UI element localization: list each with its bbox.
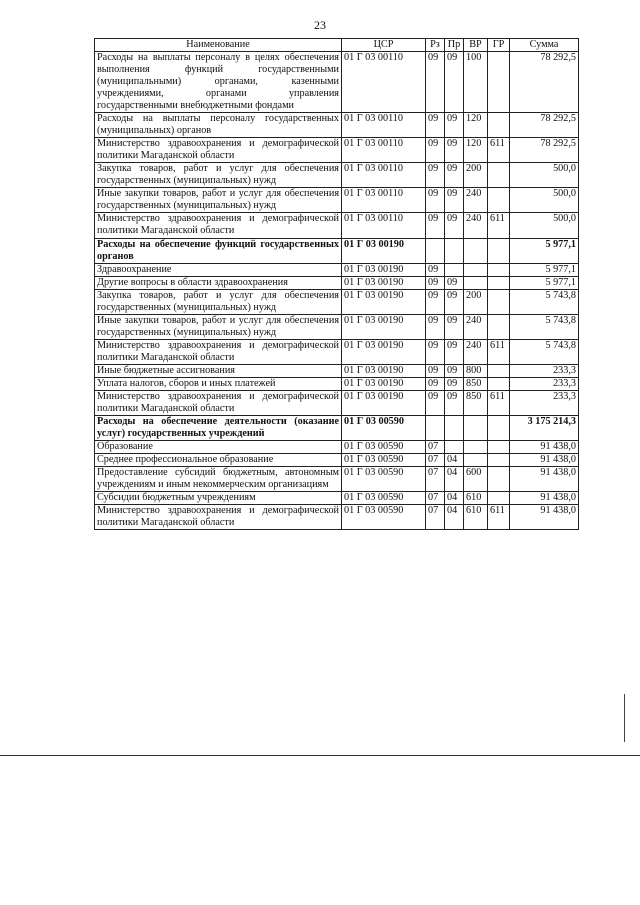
row-rz-cell: 07 [426, 505, 445, 530]
row-csr-cell: 01 Г 03 00110 [342, 188, 426, 213]
table-row [95, 289, 579, 314]
row-sum-cell: 500,0 [510, 213, 579, 238]
row-sum-cell: 91 438,0 [510, 441, 579, 454]
row-vr-cell [464, 276, 488, 289]
row-gr-cell: 611 [488, 505, 510, 530]
row-sum-cell: 78 292,5 [510, 52, 579, 113]
row-csr-cell: 01 Г 03 00190 [342, 314, 426, 339]
row-rz-cell: 09 [426, 213, 445, 238]
row-name-cell: Среднее профессиональное образование [95, 454, 342, 467]
row-sum-cell: 91 438,0 [510, 467, 579, 492]
row-sum-cell: 91 438,0 [510, 492, 579, 505]
table-row [95, 263, 579, 276]
table-row [95, 415, 579, 440]
row-name-cell: Субсидии бюджетным учреждениям [95, 492, 342, 505]
table-row [95, 138, 579, 163]
row-csr-cell: 01 Г 03 00110 [342, 213, 426, 238]
row-vr-cell [464, 415, 488, 440]
header-csr: ЦСР [342, 39, 426, 52]
row-pr-cell: 09 [445, 289, 464, 314]
row-vr-cell: 610 [464, 492, 488, 505]
table-row [95, 314, 579, 339]
row-pr-cell: 04 [445, 467, 464, 492]
row-gr-cell [488, 454, 510, 467]
row-rz-cell [426, 415, 445, 440]
row-gr-cell [488, 113, 510, 138]
row-sum-cell: 78 292,5 [510, 138, 579, 163]
scan-edge-line [0, 755, 640, 756]
row-pr-cell: 09 [445, 52, 464, 113]
header-sum: Сумма [510, 39, 579, 52]
row-rz-cell: 09 [426, 390, 445, 415]
table-row [95, 238, 579, 263]
row-gr-cell [488, 163, 510, 188]
header-pr: Пр [445, 39, 464, 52]
row-vr-cell [464, 454, 488, 467]
row-gr-cell: 611 [488, 213, 510, 238]
row-pr-cell: 09 [445, 314, 464, 339]
row-gr-cell [488, 377, 510, 390]
row-vr-cell: 600 [464, 467, 488, 492]
row-csr-cell: 01 Г 03 00590 [342, 441, 426, 454]
table-row [95, 390, 579, 415]
row-csr-cell: 01 Г 03 00110 [342, 138, 426, 163]
row-rz-cell: 09 [426, 263, 445, 276]
row-rz-cell: 09 [426, 276, 445, 289]
row-rz-cell: 09 [426, 314, 445, 339]
table-row [95, 52, 579, 113]
row-gr-cell [488, 415, 510, 440]
row-pr-cell: 09 [445, 138, 464, 163]
row-name-cell: Расходы на выплаты персоналу государственных (муниципальных) органов [95, 113, 342, 138]
row-vr-cell [464, 441, 488, 454]
row-name-cell: Иные закупки товаров, работ и услуг для обеспечения государственных (муниципальных) нужд [95, 314, 342, 339]
row-csr-cell: 01 Г 03 00590 [342, 415, 426, 440]
row-vr-cell: 240 [464, 213, 488, 238]
table-row [95, 213, 579, 238]
row-pr-cell: 09 [445, 364, 464, 377]
table-row [95, 113, 579, 138]
row-gr-cell [488, 492, 510, 505]
row-gr-cell [488, 441, 510, 454]
row-pr-cell: 04 [445, 492, 464, 505]
table-row [95, 364, 579, 377]
row-vr-cell: 120 [464, 113, 488, 138]
row-csr-cell: 01 Г 03 00190 [342, 289, 426, 314]
row-csr-cell: 01 Г 03 00590 [342, 492, 426, 505]
row-rz-cell: 07 [426, 454, 445, 467]
row-name-cell: Министерство здравоохранения и демографической политики Магаданской области [95, 390, 342, 415]
row-sum-cell: 233,3 [510, 364, 579, 377]
header-rz: Рз [426, 39, 445, 52]
row-pr-cell: 09 [445, 188, 464, 213]
row-vr-cell: 120 [464, 138, 488, 163]
row-csr-cell: 01 Г 03 00110 [342, 163, 426, 188]
table-row [95, 467, 579, 492]
row-name-cell: Образование [95, 441, 342, 454]
scan-edge-mark [624, 694, 625, 742]
row-csr-cell: 01 Г 03 00190 [342, 377, 426, 390]
row-vr-cell: 240 [464, 339, 488, 364]
row-name-cell: Министерство здравоохранения и демографической политики Магаданской области [95, 505, 342, 530]
row-gr-cell [488, 238, 510, 263]
row-rz-cell: 09 [426, 113, 445, 138]
row-sum-cell: 3 175 214,3 [510, 415, 579, 440]
header-name: Наименование [95, 39, 342, 52]
row-rz-cell: 09 [426, 188, 445, 213]
row-name-cell: Закупка товаров, работ и услуг для обеспечения государственных (муниципальных) нужд [95, 163, 342, 188]
row-vr-cell: 800 [464, 364, 488, 377]
row-gr-cell: 611 [488, 339, 510, 364]
row-name-cell: Расходы на выплаты персоналу в целях обеспечения выполнения функций государственными (муниципальными) органами, казенными учреждениями, органами управления государственными внебюджетными фондами [95, 52, 342, 113]
row-sum-cell: 5 743,8 [510, 339, 579, 364]
row-name-cell: Расходы на обеспечение деятельности (оказание услуг) государственных учреждений [95, 415, 342, 440]
page-number: 23 [314, 18, 326, 32]
row-pr-cell [445, 238, 464, 263]
row-csr-cell: 01 Г 03 00590 [342, 467, 426, 492]
row-name-cell: Министерство здравоохранения и демографической политики Магаданской области [95, 138, 342, 163]
row-sum-cell: 233,3 [510, 390, 579, 415]
row-vr-cell: 850 [464, 377, 488, 390]
table-row [95, 492, 579, 505]
row-gr-cell [488, 188, 510, 213]
row-vr-cell: 240 [464, 314, 488, 339]
row-rz-cell: 09 [426, 138, 445, 163]
header-gr: ГР [488, 39, 510, 52]
row-gr-cell [488, 289, 510, 314]
table-row [95, 276, 579, 289]
row-rz-cell: 09 [426, 377, 445, 390]
row-sum-cell: 5 977,1 [510, 276, 579, 289]
row-gr-cell: 611 [488, 138, 510, 163]
row-csr-cell: 01 Г 03 00190 [342, 390, 426, 415]
row-name-cell: Министерство здравоохранения и демографической политики Магаданской области [95, 213, 342, 238]
row-sum-cell: 500,0 [510, 188, 579, 213]
row-csr-cell: 01 Г 03 00110 [342, 113, 426, 138]
row-vr-cell: 850 [464, 390, 488, 415]
row-vr-cell: 200 [464, 163, 488, 188]
row-gr-cell [488, 314, 510, 339]
row-gr-cell: 611 [488, 390, 510, 415]
row-name-cell: Другие вопросы в области здравоохранения [95, 276, 342, 289]
row-rz-cell: 09 [426, 364, 445, 377]
row-name-cell: Закупка товаров, работ и услуг для обеспечения государственных (муниципальных) нужд [95, 289, 342, 314]
table-row [95, 163, 579, 188]
row-name-cell: Расходы на обеспечение функций государственных органов [95, 238, 342, 263]
row-pr-cell: 09 [445, 213, 464, 238]
row-vr-cell: 200 [464, 289, 488, 314]
row-sum-cell: 91 438,0 [510, 505, 579, 530]
row-gr-cell [488, 52, 510, 113]
row-gr-cell [488, 467, 510, 492]
row-name-cell: Иные закупки товаров, работ и услуг для обеспечения государственных (муниципальных) нужд [95, 188, 342, 213]
row-sum-cell: 233,3 [510, 377, 579, 390]
row-sum-cell: 91 438,0 [510, 454, 579, 467]
table-header-row [95, 39, 579, 52]
row-vr-cell: 240 [464, 188, 488, 213]
row-vr-cell: 100 [464, 52, 488, 113]
row-sum-cell: 78 292,5 [510, 113, 579, 138]
header-vr: ВР [464, 39, 488, 52]
row-name-cell: Уплата налогов, сборов и иных платежей [95, 377, 342, 390]
row-sum-cell: 5 743,8 [510, 314, 579, 339]
row-name-cell: Предоставление субсидий бюджетным, автономным учреждениям и иным некоммерческим организациям [95, 467, 342, 492]
row-rz-cell: 09 [426, 52, 445, 113]
row-vr-cell [464, 263, 488, 276]
row-gr-cell [488, 263, 510, 276]
row-sum-cell: 500,0 [510, 163, 579, 188]
row-gr-cell [488, 276, 510, 289]
row-sum-cell: 5 743,8 [510, 289, 579, 314]
row-pr-cell [445, 263, 464, 276]
row-name-cell: Министерство здравоохранения и демографической политики Магаданской области [95, 339, 342, 364]
row-sum-cell: 5 977,1 [510, 238, 579, 263]
row-pr-cell: 04 [445, 454, 464, 467]
row-pr-cell [445, 441, 464, 454]
row-pr-cell: 09 [445, 377, 464, 390]
row-rz-cell: 09 [426, 289, 445, 314]
row-vr-cell [464, 238, 488, 263]
row-pr-cell: 09 [445, 163, 464, 188]
row-csr-cell: 01 Г 03 00110 [342, 52, 426, 113]
row-pr-cell: 09 [445, 339, 464, 364]
row-sum-cell: 5 977,1 [510, 263, 579, 276]
row-name-cell: Иные бюджетные ассигнования [95, 364, 342, 377]
row-rz-cell: 07 [426, 441, 445, 454]
budget-table [94, 38, 579, 530]
row-rz-cell: 07 [426, 467, 445, 492]
table-row [95, 454, 579, 467]
table-row [95, 505, 579, 530]
row-gr-cell [488, 364, 510, 377]
table-row [95, 441, 579, 454]
row-csr-cell: 01 Г 03 00590 [342, 505, 426, 530]
row-rz-cell: 07 [426, 492, 445, 505]
row-csr-cell: 01 Г 03 00190 [342, 263, 426, 276]
table-row [95, 339, 579, 364]
row-rz-cell [426, 238, 445, 263]
row-name-cell: Здравоохранение [95, 263, 342, 276]
row-rz-cell: 09 [426, 339, 445, 364]
row-pr-cell [445, 415, 464, 440]
row-csr-cell: 01 Г 03 00190 [342, 238, 426, 263]
row-rz-cell: 09 [426, 163, 445, 188]
row-csr-cell: 01 Г 03 00190 [342, 276, 426, 289]
row-pr-cell: 04 [445, 505, 464, 530]
row-pr-cell: 09 [445, 390, 464, 415]
row-pr-cell: 09 [445, 276, 464, 289]
table-body [95, 52, 579, 530]
row-vr-cell: 610 [464, 505, 488, 530]
row-csr-cell: 01 Г 03 00590 [342, 454, 426, 467]
row-csr-cell: 01 Г 03 00190 [342, 364, 426, 377]
table-row [95, 377, 579, 390]
row-pr-cell: 09 [445, 113, 464, 138]
table-row [95, 188, 579, 213]
row-csr-cell: 01 Г 03 00190 [342, 339, 426, 364]
